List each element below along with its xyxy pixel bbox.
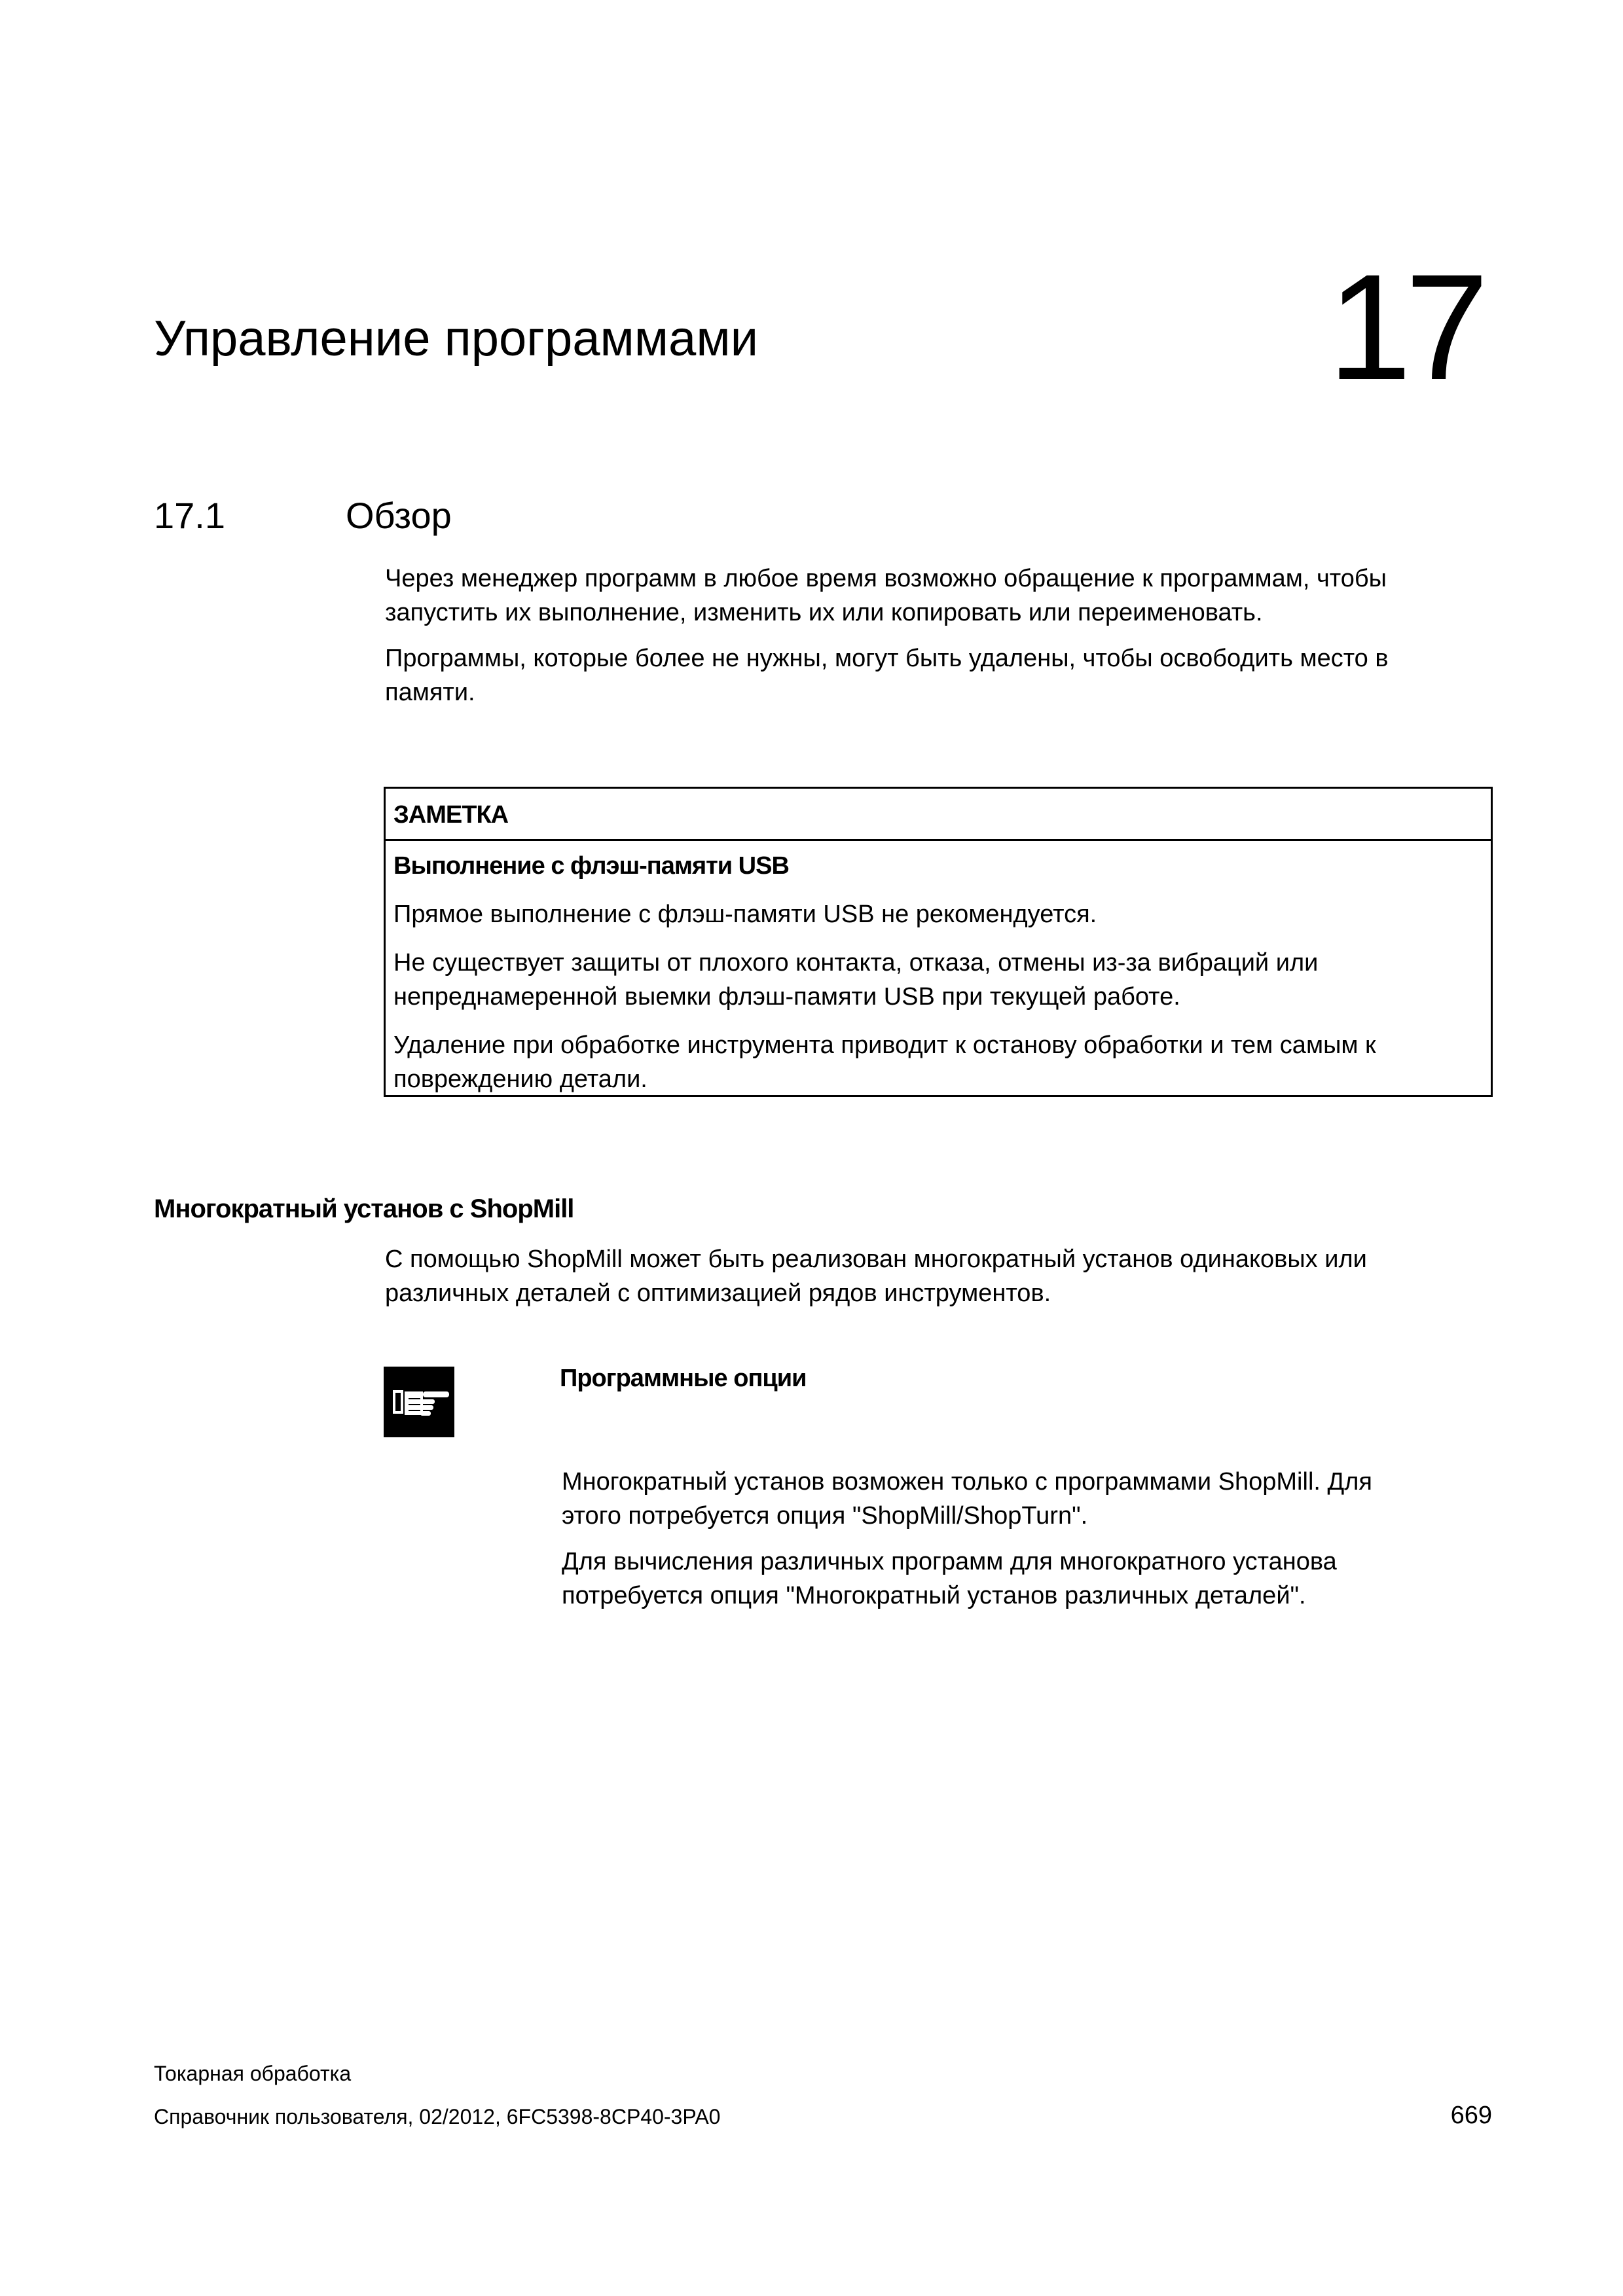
text-line: Многократный установ возможен только с программами ShopMill. Для [562, 1468, 1372, 1496]
software-options-paragraph-2 [562, 1545, 1511, 1613]
text-line: запустить их выполнение, изменить их или копировать или переименовать. [385, 599, 1263, 626]
text-line: Через менеджер программ в любое время возможно обращение к программам, чтобы [385, 565, 1387, 592]
note-label: ЗАМЕТКА [386, 789, 1491, 841]
chapter-number: 17 [1328, 243, 1482, 411]
text-line: непреднамеренной выемки флэш-памяти USB при текущей работе. [393, 983, 1180, 1011]
note-box [384, 787, 1493, 1097]
text-line: этого потребуется опция "ShopMill/ShopTurn". [562, 1502, 1088, 1530]
text-line: Для вычисления различных программ для многократного установа [562, 1548, 1337, 1575]
note-paragraph-2 [393, 946, 1483, 1014]
section-title: Обзор [346, 495, 452, 536]
note-paragraph-3 [393, 1028, 1483, 1096]
text-line: С помощью ShopMill может быть реализован многократный установ одинаковых или [385, 1246, 1367, 1273]
section-paragraph-2 [385, 641, 1498, 709]
footer-product: Токарная обработка [154, 2062, 352, 2085]
software-options-paragraph-1 [562, 1465, 1511, 1533]
software-options-heading: Программные опции [560, 1365, 807, 1392]
text-line: Не существует защиты от плохого контакта, отказа, отмены из-за вибраций или [393, 949, 1319, 977]
section-paragraph-1 [385, 562, 1498, 630]
pointing-hand-icon [384, 1367, 454, 1437]
multi-setup-heading: Многократный установ с ShopMill [154, 1194, 574, 1223]
text-line: памяти. [385, 679, 475, 706]
text-line: повреждению детали. [393, 1066, 647, 1093]
text-line: различных деталей с оптимизацией рядов инструментов. [385, 1280, 1051, 1307]
chapter-title: Управление программами [154, 311, 759, 367]
note-paragraph-1 [393, 897, 1483, 931]
multi-setup-paragraph [385, 1242, 1498, 1310]
page-number: 669 [1450, 2102, 1492, 2129]
text-line: потребуется опция "Многократный установ различных деталей". [562, 1582, 1306, 1609]
note-subtitle: Выполнение с флэш-памяти USB [393, 852, 789, 880]
note-body [386, 841, 1491, 1096]
section-number: 17.1 [154, 495, 225, 536]
footer-document-info: Справочник пользователя, 02/2012, 6FC5398-8CP40-3PA0 [154, 2105, 721, 2128]
text-line: Прямое выполнение с флэш-памяти USB не рекомендуется. [393, 901, 1097, 928]
text-line: Программы, которые более не нужны, могут быть удалены, чтобы освободить место в [385, 645, 1389, 672]
text-line: Удаление при обработке инструмента приводит к останову обработки и тем самым к [393, 1031, 1376, 1059]
